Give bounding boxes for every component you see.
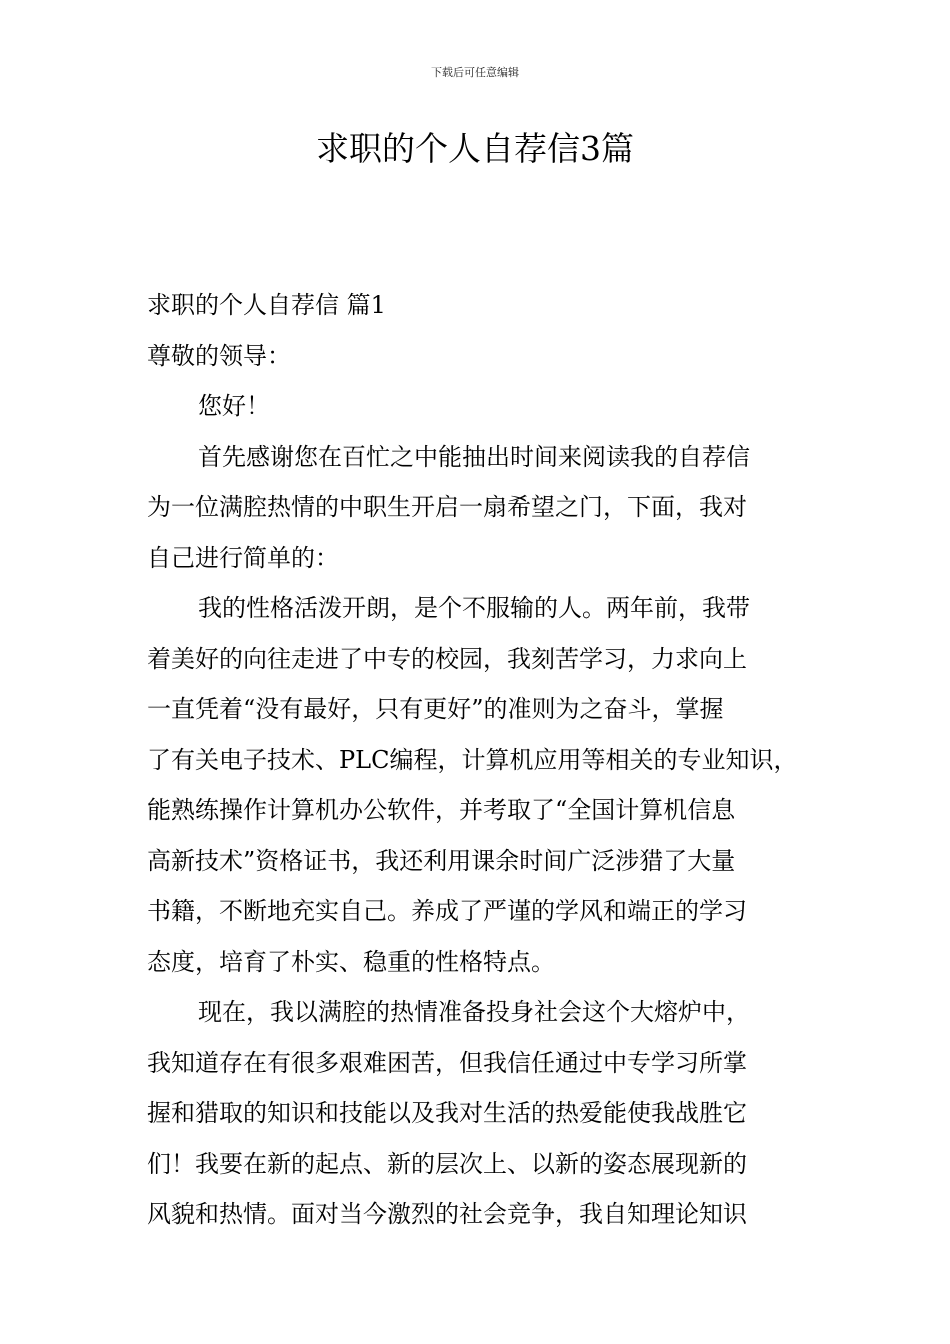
body-line: 一直凭着“没有最好，只有更好”的准则为之奋斗，掌握	[147, 695, 724, 723]
body-line: 书籍，不断地充实自己。养成了严谨的学风和端正的学习	[147, 897, 747, 925]
body-line: 我的性格活泼开朗，是个不服输的人。两年前，我带	[198, 594, 750, 622]
body-line: 求职的个人自荐信 篇1	[147, 291, 386, 319]
body-line: 了有关电子技术、PLC编程，计算机应用等相关的专业知识，	[147, 745, 798, 774]
body-line: 们！我要在新的起点、新的层次上、以新的姿态展现新的	[147, 1149, 747, 1178]
body-line: 我知道存在有很多艰难困苦，但我信任通过中专学习所掌	[147, 1048, 747, 1077]
body-line: 尊敬的领导：	[147, 341, 291, 370]
body-line: 您好！	[198, 392, 270, 420]
body-line: 现在，我以满腔的热情准备投身社会这个大熔炉中，	[198, 998, 750, 1026]
body-line: 风貌和热情。面对当今激烈的社会竞争，我自知理论知识	[147, 1200, 747, 1228]
body-line: 握和猎取的知识和技能以及我对生活的热爱能使我战胜它	[147, 1099, 747, 1127]
body-line: 能熟练操作计算机办公软件，并考取了“全国计算机信息	[147, 796, 736, 824]
body-line: 自己进行简单的：	[147, 543, 339, 572]
body-line: 为一位满腔热情的中职生开启一扇希望之门，下面，我对	[147, 493, 747, 521]
body-line: 高新技术”资格证书，我还利用课余时间广泛涉猎了大量	[147, 846, 736, 875]
header-note: 下载后可任意编辑	[431, 66, 519, 79]
body-line: 着美好的向往走进了中专的校园，我刻苦学习，力求向上	[147, 644, 747, 673]
body-line: 首先感谢您在百忙之中能抽出时间来阅读我的自荐信	[198, 442, 750, 471]
document-title: 求职的个人自荐信3篇	[316, 129, 634, 168]
document-body	[147, 280, 837, 1240]
body-line: 态度，培育了朴实、稳重的性格特点。	[147, 947, 555, 976]
